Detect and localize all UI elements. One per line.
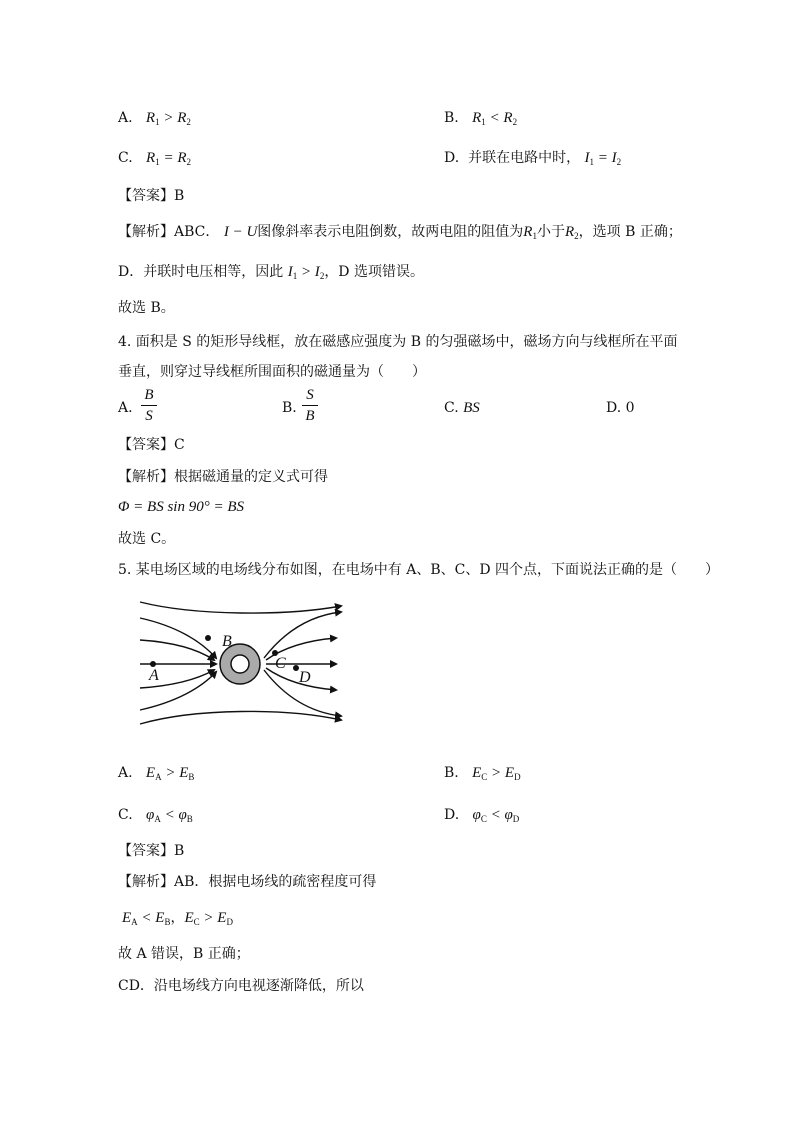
q5-option-d: D. $\varphi_C < \varphi_D$ [444, 807, 520, 824]
q3-option-c: C. $R_1 = R_2$ [118, 150, 191, 167]
q3-analysis-line2: D．并联时电压相等，因此 $I_1 > I_2$，D 选项错误。 [118, 264, 424, 281]
q5-formula: $E_A < E_B$，$E_C > E_D$ [122, 910, 233, 927]
q4-answer: 【答案】C [118, 437, 185, 453]
q3-option-b-expr: $R_1 < R_2$ [472, 110, 518, 127]
q5-option-b: B. $E_C > E_D$ [444, 765, 521, 782]
electric-field-figure [136, 596, 346, 726]
q3-analysis-line1: 【解析】ABC． I − U图像斜率表示电阻倒数，故两电阻的阻值为$R_1$小于$R_2$，选项 B 正确； [118, 224, 682, 241]
q4-option-a-fraction: B S [141, 386, 157, 425]
q3-option-c-expr: $R_1 = R_2$ [146, 150, 191, 167]
q3-option-b: B. $R_1 < R_2$ [444, 110, 518, 127]
q3-option-d: D. 并联在电路中时， $I_1 = I_2$ [444, 150, 622, 167]
q4-conclusion: 故选 C。 [118, 531, 176, 547]
q4-option-a-label: A. [118, 400, 133, 416]
q5-analysis1: 【解析】AB．根据电场线的疏密程度可得 [118, 874, 377, 890]
q5-analysis2: CD．沿电场线方向电视逐渐降低，所以 [118, 978, 364, 994]
label-c: C [275, 655, 286, 672]
q4-stem-line2: 垂直，则穿过导线框所围面积的磁通量为（ ） [118, 364, 426, 380]
q3-conclusion: 故选 B。 [118, 300, 175, 316]
q4-analysis: 【解析】根据磁通量的定义式可得 [118, 469, 328, 485]
q4-option-c: C. BS [444, 400, 480, 416]
q3-option-a-expr: $R_1 > R_2$ [145, 110, 191, 127]
q3-answer: 【答案】B [118, 188, 185, 204]
label-d: D [299, 669, 311, 686]
label-b: B [222, 633, 232, 650]
q3-option-a: A. $R_1 > R_2$ [118, 110, 191, 127]
q5-answer: 【答案】B [118, 843, 185, 859]
point-b [205, 635, 211, 641]
q5-stem: 5. 某电场区域的电场线分布如图，在电场中有 A、B、C、D 四个点，下面说法正确的是（ ） [118, 562, 720, 578]
q5-option-a: A. $E_A > E_B$ [118, 765, 195, 782]
q4-option-d: D. 0 [606, 400, 635, 416]
q5-conclusion1: 故 A 错误，B 正确； [118, 946, 250, 962]
q3-option-d-expr: $I_1 = I_2$ [584, 150, 622, 167]
q5-option-c: C. $\varphi_A < \varphi_B$ [118, 807, 193, 824]
q4-stem-line1: 4. 面积是 S 的矩形导线框，放在磁感应强度为 B 的匀强磁场中，磁场方向与线框所在平面 [118, 334, 678, 350]
q4-formula: Φ = BS sin 90° = BS [118, 499, 244, 515]
q4-option-b-fraction: S B [302, 386, 318, 425]
label-a: A [149, 667, 159, 684]
q4-option-b-label: B. [282, 400, 297, 416]
q3-iu-symbol: I − U [223, 224, 258, 240]
